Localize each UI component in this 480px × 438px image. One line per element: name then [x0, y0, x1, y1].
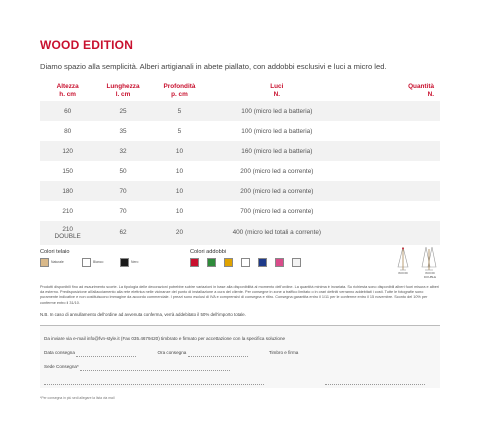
cell-altezza: 120 — [40, 141, 95, 161]
addobbi-swatch-red[interactable] — [190, 258, 199, 267]
cell-profondita: 20 — [151, 221, 208, 245]
cancellation-note: N.B. In caso di annullamento dell'ordine ad avvenuta conferma, verrà addebitato il 50% dell'importo totale. — [40, 311, 246, 317]
cell-luci: 400 (micro led totali a corrente) — [208, 221, 345, 245]
cell-altezza: 80 — [64, 127, 72, 135]
table-row — [40, 161, 440, 181]
cell-lunghezza: 50 — [119, 167, 127, 175]
sede-consegna-field-2[interactable] — [44, 376, 264, 385]
ora-consegna-field[interactable] — [188, 348, 248, 357]
form-row-delivery — [40, 346, 440, 360]
wood-double-tree-icon — [420, 247, 438, 271]
form-row-sede-continued — [40, 374, 440, 388]
table-row — [40, 121, 440, 141]
cell-lunghezza: 70 — [119, 207, 127, 215]
cell-lunghezza: 25 — [95, 101, 150, 121]
cell-altezza: 180 — [40, 181, 95, 201]
cell-quantita[interactable] — [345, 161, 440, 181]
addobbi-swatch-green[interactable] — [207, 258, 216, 267]
table-row — [40, 101, 440, 121]
cell-altezza: 150 — [62, 167, 73, 175]
cell-profondita: 10 — [175, 167, 183, 175]
intro-text: Diamo spazio alla semplicità. Alberi artigianali in abete piallato, con addobbi esclusivi e luci a micro led. — [40, 62, 387, 71]
addobbi-label: Colori addobbi — [190, 249, 227, 255]
table-header-row — [40, 80, 440, 101]
cell-luci: 100 (micro led a batteria) — [208, 101, 345, 121]
timbro-firma-label: Timbro e firma — [268, 349, 299, 355]
cell-quantita[interactable] — [345, 141, 440, 161]
colors-section — [40, 249, 440, 285]
cell-luci: 100 (micro led a batteria) — [241, 127, 313, 135]
telaio-name-nero: Nero — [131, 260, 139, 264]
addobbi-swatch-gold[interactable] — [224, 258, 233, 267]
cell-lunghezza: 32 — [95, 141, 150, 161]
header-profondita: Profondità p. cm — [163, 83, 196, 98]
footnote: *Per consegna in più sedi allegare la lista via mail — [40, 395, 115, 400]
cell-luci: 200 (micro led a corrente) — [240, 167, 314, 175]
table-row — [40, 201, 440, 221]
header-quantita: Quantità N. — [408, 83, 434, 98]
cell-profondita: 5 — [151, 101, 208, 121]
cell-profondita: 10 — [151, 181, 208, 201]
addobbi-swatch-blue[interactable] — [258, 258, 267, 267]
cell-lunghezza: 35 — [119, 127, 127, 135]
cell-altezza: 210 DOUBLE — [40, 221, 95, 245]
header-altezza: Altezza h. cm — [56, 83, 79, 98]
header-lunghezza: Lunghezza l. cm — [106, 83, 140, 98]
cell-quantita[interactable] — [345, 121, 440, 141]
telaio-name-bianco: Bianco — [93, 260, 104, 264]
order-form — [40, 325, 440, 388]
telaio-label: Colori telaio — [40, 249, 70, 255]
cell-lunghezza: 70 — [95, 181, 150, 201]
cell-quantita[interactable] — [345, 181, 440, 201]
signature-field[interactable] — [325, 376, 425, 385]
terms-text: Prodotti disponibili fino ad esaurimento scorte. La tipologia delle decorazioni potrebbe subire variazioni in base alla disponibilità al momento dell'ordine. La quantità minima è invariata. Su richiesta sono disponibili alberi fuori misura e alberi da esterno. Predisposizione all'allacciamento alla rete elettrica nelle vicinanze del punto di installazione a cura del cliente. Per consegne in zone a traffico limitato o in orari definiti verranno addebitati i costi. Tutte le fotografie sono puramente indicative e non costituiscono immagine da accordo commerciale. I prezzi sono esclusi di IVA e comprensivi di consegna e ritiro. Consegna garantita entro il 1/11 per le conferme entro il 15 novembre. Sconto del 10% per conferme entro il 31/10. — [40, 285, 439, 305]
form-instructions: Da inviare via e-mail info@fvn-style.it (Fax 035.4679420) timbrato e firmato per accettazione con la specifica soluzione — [44, 335, 286, 341]
cell-profondita: 10 — [175, 207, 183, 215]
wood-tree-icon — [396, 247, 410, 271]
data-consegna-label: Data consegna — [44, 349, 75, 355]
cell-altezza: 60 — [40, 101, 95, 121]
table-row — [40, 221, 440, 245]
cell-lunghezza: 62 — [95, 221, 150, 245]
cell-quantita[interactable] — [345, 101, 440, 121]
addobbi-swatch-pink[interactable] — [275, 258, 284, 267]
page — [40, 38, 440, 400]
cell-luci: 160 (micro led a batteria) — [208, 141, 345, 161]
cell-profondita: 10 — [151, 141, 208, 161]
data-consegna-field[interactable] — [76, 348, 136, 357]
cell-altezza: 210 — [62, 207, 73, 215]
sede-consegna-label: Sede Consegna* — [44, 363, 79, 369]
wood-double-tree-label: WOOD DOUBLE — [423, 271, 437, 279]
sede-consegna-field[interactable] — [80, 362, 230, 371]
table-row — [40, 141, 440, 161]
form-row-sede — [40, 360, 440, 374]
cell-profondita: 5 — [177, 127, 182, 135]
addobbi-swatch-silver[interactable] — [292, 258, 301, 267]
cell-luci: 700 (micro led a corrente) — [240, 207, 314, 215]
page-title: WOOD EDITION — [40, 38, 134, 52]
telaio-swatch-nero[interactable] — [120, 258, 129, 267]
ora-consegna-label: Ora consegna — [157, 349, 187, 355]
wood-tree-label: WOOD — [398, 271, 408, 275]
telaio-swatch-naturale[interactable] — [40, 258, 49, 267]
telaio-swatch-bianco[interactable] — [82, 258, 91, 267]
cell-quantita[interactable] — [345, 221, 440, 245]
telaio-name-naturale: Naturale — [51, 260, 64, 264]
header-luci: Luci N. — [270, 83, 284, 98]
table-row — [40, 181, 440, 201]
cell-luci: 200 (micro led a corrente) — [208, 181, 345, 201]
cell-quantita[interactable] — [345, 201, 440, 221]
specs-table — [40, 80, 440, 245]
addobbi-swatch-white[interactable] — [241, 258, 250, 267]
